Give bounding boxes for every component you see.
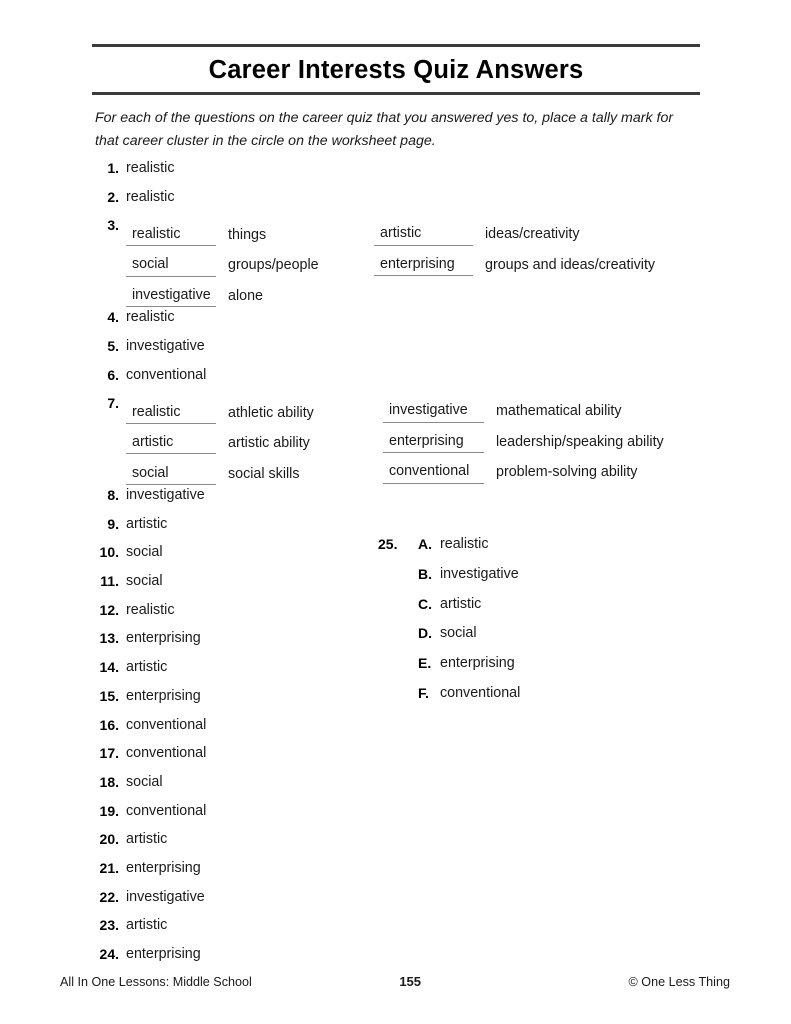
- answer-number: 2.: [107, 188, 119, 205]
- option-letter: E.: [418, 655, 432, 672]
- answer-value: investigative: [126, 888, 205, 905]
- blank-field[interactable]: realistic: [126, 405, 216, 424]
- blank-description: things: [228, 226, 267, 243]
- header-bottom-rule: [92, 92, 700, 95]
- blank-description: artistic ability: [228, 435, 310, 452]
- intro-paragraph: For each of the questions on the career quiz that you answered yes to, place a tally mark for that career cluster in the circle on the worksheet page.: [95, 110, 674, 149]
- blank-answer-line: [383, 423, 664, 454]
- blank-field[interactable]: enterprising: [374, 257, 473, 276]
- answer-row: [95, 944, 395, 973]
- question-7-right-column: [383, 392, 664, 484]
- blank-answer-line: [126, 393, 395, 424]
- answer-number: 15.: [99, 687, 119, 704]
- option-letter: C.: [418, 595, 432, 612]
- answer-row: [95, 600, 395, 629]
- answer-row: [95, 336, 395, 365]
- blank-description: mathematical ability: [496, 403, 622, 420]
- question-25-block: [378, 534, 520, 713]
- blank-description: alone: [228, 287, 263, 304]
- question-7-left-column: [95, 393, 395, 485]
- option-value: conventional: [440, 684, 521, 701]
- answer-value: conventional: [126, 802, 207, 819]
- option-value: enterprising: [440, 655, 515, 672]
- page-title: Career Interests Quiz Answers: [208, 56, 584, 84]
- blank-stack: [126, 393, 395, 485]
- blank-field[interactable]: investigative: [383, 403, 484, 422]
- answer-number: 10.: [99, 544, 119, 561]
- answer-number: 22.: [99, 888, 119, 905]
- answer-row: [95, 514, 395, 543]
- answer-value: investigative: [126, 487, 205, 503]
- question-25-option: [418, 534, 520, 564]
- answer-number: 9.: [107, 515, 119, 532]
- answer-row: [95, 743, 395, 772]
- option-value: social: [440, 625, 477, 642]
- blank-field[interactable]: enterprising: [383, 434, 484, 453]
- answer-number: 1.: [107, 160, 119, 176]
- answer-number: 3.: [107, 217, 119, 234]
- answer-row: [95, 801, 395, 830]
- answer-value: artistic: [126, 515, 168, 532]
- page-footer: [60, 974, 730, 989]
- answer-number: 14.: [99, 659, 119, 676]
- blank-answer-line: [374, 246, 655, 277]
- answer-number: 11.: [100, 573, 119, 590]
- question-3-right-column: [374, 215, 655, 276]
- blank-field[interactable]: social: [126, 257, 216, 276]
- answer-value: social: [126, 773, 163, 790]
- question-25-option: [418, 564, 520, 594]
- answer-value: enterprising: [126, 859, 201, 876]
- answer-value: enterprising: [126, 687, 201, 704]
- answer-row: [95, 542, 395, 571]
- question-25-options: [418, 534, 520, 713]
- blank-description: problem-solving ability: [496, 464, 638, 481]
- answer-number: 20.: [99, 831, 119, 848]
- blank-answer-line: [126, 424, 395, 455]
- question-3-left-column: [95, 215, 395, 307]
- answer-number: 7.: [107, 395, 119, 412]
- blank-field[interactable]: conventional: [383, 464, 484, 483]
- answer-value: realistic: [126, 309, 175, 326]
- answer-row: [95, 887, 395, 916]
- answer-number: 21.: [99, 859, 119, 876]
- answer-value: conventional: [126, 745, 207, 762]
- answer-row: [95, 858, 395, 887]
- answer-value: artistic: [126, 831, 168, 848]
- blank-field[interactable]: investigative: [126, 288, 216, 307]
- answer-row: [95, 571, 395, 600]
- answer-value: conventional: [126, 366, 207, 383]
- answer-value: enterprising: [126, 630, 201, 647]
- answer-number: 18.: [99, 773, 119, 790]
- blank-field[interactable]: artistic: [126, 435, 216, 454]
- option-letter: F.: [418, 684, 429, 701]
- answer-value: social: [126, 573, 163, 590]
- blank-description: leadership/speaking ability: [496, 433, 664, 450]
- answer-value: artistic: [126, 659, 168, 676]
- blank-answer-line: [126, 246, 395, 277]
- answer-value: social: [126, 544, 163, 561]
- answer-number: 19.: [99, 802, 119, 819]
- blank-field[interactable]: realistic: [126, 227, 216, 246]
- answer-number: 13.: [99, 630, 119, 647]
- answer-row: [95, 365, 395, 394]
- blank-description: athletic ability: [228, 404, 314, 421]
- answer-row: [95, 829, 395, 858]
- answer-number: 8.: [107, 487, 119, 503]
- option-letter: A.: [418, 536, 432, 552]
- answer-value: conventional: [126, 716, 207, 733]
- answer-number: 16.: [99, 716, 119, 733]
- option-letter: B.: [418, 565, 432, 582]
- answer-list: [95, 158, 395, 973]
- blank-field[interactable]: social: [126, 466, 216, 485]
- answer-number: 6.: [107, 366, 119, 383]
- option-value: artistic: [440, 595, 482, 612]
- answer-value: realistic: [126, 160, 175, 176]
- answer-value: realistic: [126, 188, 175, 205]
- footer-page-number: 155: [399, 974, 422, 989]
- option-value: realistic: [440, 536, 489, 552]
- blank-field[interactable]: artistic: [374, 226, 473, 245]
- answer-row: [95, 915, 395, 944]
- answer-number: 24.: [99, 946, 119, 962]
- answer-number: 12.: [99, 601, 119, 618]
- question-25-option: [418, 683, 520, 713]
- answer-row: [95, 158, 395, 187]
- blank-description: ideas/creativity: [485, 226, 580, 243]
- question-25-option: [418, 623, 520, 653]
- blank-answer-line: [126, 454, 395, 485]
- answer-row: [95, 485, 395, 514]
- answer-row: [95, 657, 395, 686]
- answer-row: [95, 715, 395, 744]
- blank-answer-line: [383, 453, 664, 484]
- page-header: [92, 44, 700, 95]
- blank-description: social skills: [228, 465, 300, 482]
- answer-value: realistic: [126, 601, 175, 618]
- blank-description: groups and ideas/creativity: [485, 256, 656, 273]
- answer-row: [95, 187, 395, 216]
- blank-stack: [126, 215, 395, 307]
- answer-row: [95, 686, 395, 715]
- footer-source-label: All In One Lessons: Middle School: [60, 975, 252, 989]
- blank-answer-line: [126, 277, 395, 308]
- question-25-option: [418, 594, 520, 624]
- answer-number: 23.: [99, 917, 119, 934]
- option-letter: D.: [418, 625, 432, 642]
- blank-answer-line: [126, 215, 395, 246]
- answer-value: enterprising: [126, 946, 201, 962]
- blank-answer-line: [374, 215, 655, 246]
- answer-row: [95, 772, 395, 801]
- blank-answer-line: [383, 392, 664, 423]
- footer-copyright: © One Less Thing: [628, 975, 730, 989]
- option-value: investigative: [440, 565, 519, 582]
- answer-number: 17.: [99, 745, 119, 762]
- answer-row: [95, 307, 395, 336]
- question-25-option: [418, 653, 520, 683]
- answer-value: investigative: [126, 337, 205, 354]
- answer-number: 5.: [107, 337, 119, 354]
- question-25-number: 25.: [378, 536, 398, 552]
- answer-row: [95, 628, 395, 657]
- answer-value: artistic: [126, 917, 168, 934]
- answer-number: 4.: [107, 309, 119, 326]
- blank-description: groups/people: [228, 257, 319, 274]
